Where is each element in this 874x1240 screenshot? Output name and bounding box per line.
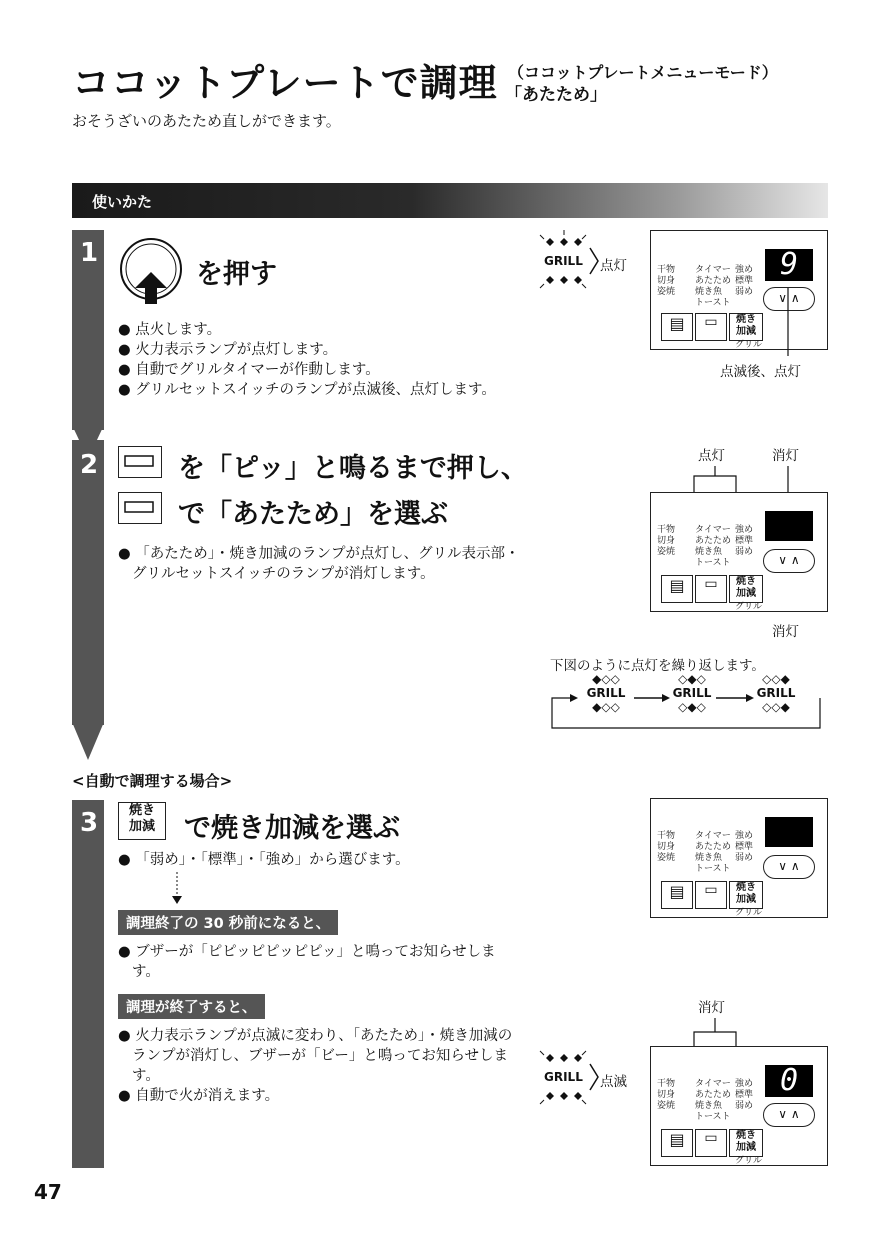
page-subtitle-menu: 「あたため」 bbox=[505, 85, 607, 105]
panel-left-labels: 干物 切身 姿焼 bbox=[657, 525, 676, 557]
select-button-icon-2 bbox=[118, 492, 162, 524]
select-button[interactable]: ▭ bbox=[695, 881, 727, 909]
step-number-2: 2 bbox=[80, 450, 99, 480]
control-panel-4 bbox=[650, 1046, 828, 1166]
grill-indicator-3 bbox=[534, 1046, 644, 1106]
panel-right-labels: 強め 標準 弱め bbox=[735, 831, 754, 863]
step1-bullets bbox=[118, 320, 578, 400]
step1-callout: 点滅後、点灯 bbox=[720, 364, 801, 380]
step-strip-3 bbox=[72, 800, 104, 1168]
list-item: ● 自動で火が消えます。 bbox=[118, 1088, 280, 1104]
select-button[interactable]: ▭ bbox=[695, 1129, 727, 1157]
sub1-bullets bbox=[118, 942, 518, 982]
doneness-button-icon: 焼き 加減 bbox=[118, 802, 166, 840]
cycle-state-2: ◇◆◇ GRILL ◇◆◇ bbox=[672, 672, 712, 714]
panel-mid-labels: タイマー あたため 焼き魚 トースト bbox=[695, 265, 732, 308]
up-down-button[interactable]: ∨ ∧ bbox=[763, 287, 815, 311]
grill-state-label: 点滅 bbox=[600, 1074, 627, 1090]
list-item: ● 「弱め」・「標準」・「強め」から選びます。 bbox=[118, 852, 410, 868]
panel-grill-caption: グリル bbox=[735, 1156, 763, 1166]
cycle-state-1: ◆◇◇ GRILL ◆◇◇ bbox=[586, 672, 626, 714]
panel-mid-labels: タイマー あたため 焼き魚 トースト bbox=[695, 831, 732, 874]
panel-left-labels: 干物 切身 姿焼 bbox=[657, 265, 676, 297]
menu-button[interactable]: ▤ bbox=[661, 1129, 693, 1157]
sub-header-finished: 調理が終了すると、 bbox=[118, 994, 265, 1019]
page-title: ココットプレートで調理 bbox=[72, 61, 498, 105]
step2-callout-right: 消灯 bbox=[772, 448, 799, 464]
ignition-knob-icon bbox=[118, 236, 184, 306]
up-down-button[interactable]: ∨ ∧ bbox=[763, 549, 815, 573]
section-bar-label: 使いかた bbox=[92, 193, 153, 211]
grill-display: 0 bbox=[765, 1065, 813, 1097]
grill-display bbox=[765, 511, 813, 541]
grill-display bbox=[765, 817, 813, 847]
doneness-button[interactable]: 焼き 加減 bbox=[729, 575, 763, 603]
control-panel-2 bbox=[650, 492, 828, 612]
menu-button[interactable]: ▤ bbox=[661, 313, 693, 341]
step3-bullets bbox=[118, 850, 538, 870]
step2-bullets bbox=[118, 544, 528, 584]
menu-button[interactable]: ▤ bbox=[661, 881, 693, 909]
list-item: ● 火力表示ランプが点滅に変わり、「あたため」・焼き加減のランプが消灯し、ブザーが「ビー」と鳴ってお知らせします。 bbox=[118, 1028, 513, 1084]
page-subtitle-mode: （ココットプレートメニューモード） bbox=[508, 63, 778, 82]
doneness-button[interactable]: 焼き 加減 bbox=[729, 313, 763, 341]
doneness-button[interactable]: 焼き 加減 bbox=[729, 881, 763, 909]
panel-right-labels: 強め 標準 弱め bbox=[735, 1079, 754, 1111]
up-down-button[interactable]: ∨ ∧ bbox=[763, 1103, 815, 1127]
step3-heading: で焼き加減を選ぶ bbox=[184, 813, 400, 844]
panel-right-labels: 強め 標準 弱め bbox=[735, 265, 754, 297]
up-down-button[interactable]: ∨ ∧ bbox=[763, 855, 815, 879]
grill-state-label: 点灯 bbox=[600, 258, 627, 274]
intro-text: おそうざいのあたため直しができます。 bbox=[72, 112, 341, 130]
list-item: ● 火力表示ランプが点灯します。 bbox=[118, 342, 338, 358]
panel-right-labels: 強め 標準 弱め bbox=[735, 525, 754, 557]
down-arrow-icon bbox=[170, 872, 184, 906]
step-number-3: 3 bbox=[80, 808, 99, 838]
auto-cooking-heading: <自動で調理する場合> bbox=[72, 772, 233, 790]
select-button[interactable]: ▭ bbox=[695, 575, 727, 603]
callout-line-1 bbox=[780, 288, 800, 358]
panel-left-labels: 干物 切身 姿焼 bbox=[657, 831, 676, 863]
cycle-caption: 下図のように点灯を繰り返します。 bbox=[550, 658, 765, 674]
step2-heading-line2: で「あたため」を選ぶ bbox=[178, 499, 448, 530]
panel-mid-labels: タイマー あたため 焼き魚 トースト bbox=[695, 1079, 732, 1122]
panel-mid-labels: タイマー あたため 焼き魚 トースト bbox=[695, 525, 732, 568]
grill-badge: GRILL bbox=[544, 1070, 583, 1084]
control-panel-1 bbox=[650, 230, 828, 350]
grill-badge: GRILL bbox=[544, 254, 583, 268]
doneness-button[interactable]: 焼き 加減 bbox=[729, 1129, 763, 1157]
panel-grill-caption: グリル bbox=[735, 908, 763, 918]
select-button[interactable]: ▭ bbox=[695, 313, 727, 341]
panel-grill-caption: グリル bbox=[735, 340, 763, 350]
menu-button[interactable]: ▤ bbox=[661, 575, 693, 603]
step-strip-2 bbox=[72, 440, 104, 725]
step-number-1: 1 bbox=[80, 238, 99, 268]
cycle-state-3: ◇◇◆ GRILL ◇◇◆ bbox=[756, 672, 796, 714]
select-button-icon bbox=[118, 446, 162, 478]
step3-callout-top: 消灯 bbox=[698, 1000, 725, 1016]
grill-indicator-1 bbox=[534, 230, 634, 290]
list-item: ● ブザーが「ピピッピピッピピッ」と鳴ってお知らせします。 bbox=[118, 944, 496, 980]
panel-left-labels: 干物 切身 姿焼 bbox=[657, 1079, 676, 1111]
list-item: ● 自動でグリルタイマーが作動します。 bbox=[118, 362, 380, 378]
step-arrow-2 bbox=[72, 722, 104, 762]
step2-callout-bottom: 消灯 bbox=[772, 624, 799, 640]
page-number: 47 bbox=[34, 1180, 62, 1204]
step1-heading: を押す bbox=[196, 259, 277, 290]
panel-grill-caption: グリル bbox=[735, 602, 763, 612]
list-item: ● グリルセットスイッチのランプが点滅後、点灯します。 bbox=[118, 382, 496, 398]
step2-callout-left: 点灯 bbox=[698, 448, 725, 464]
sub2-bullets bbox=[118, 1026, 518, 1106]
list-item: ● 点火します。 bbox=[118, 322, 222, 338]
step2-heading-line1: を「ピッ」と鳴るまで押し、 bbox=[178, 453, 528, 484]
grill-display: 9 bbox=[765, 249, 813, 281]
control-panel-3 bbox=[650, 798, 828, 918]
sub-header-30sec: 調理終了の 30 秒前になると、 bbox=[118, 910, 338, 935]
section-bar bbox=[72, 183, 828, 218]
list-item: ● 「あたため」・焼き加減のランプが点灯し、グリル表示部・グリルセットスイッチのランプが消灯します。 bbox=[118, 546, 520, 582]
cycle-diagram bbox=[550, 672, 822, 732]
